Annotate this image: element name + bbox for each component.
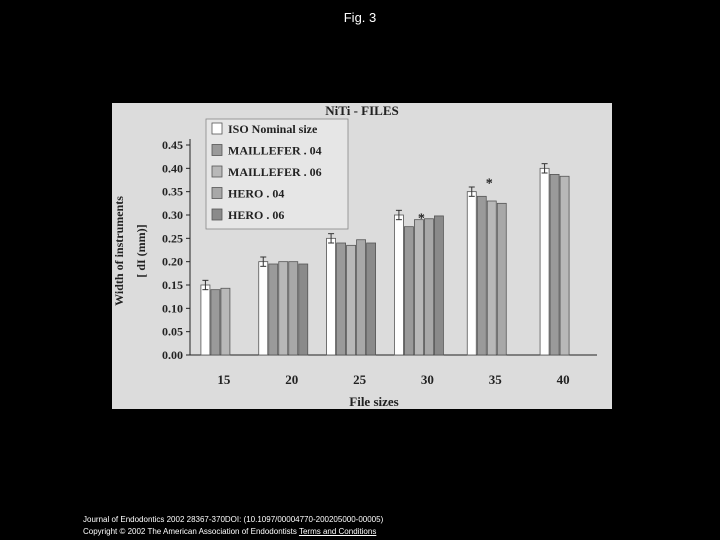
bar [299,264,308,355]
bar [477,196,486,355]
y-tick-label: 0.40 [162,161,183,176]
legend-swatch [212,188,222,199]
bar-chart [112,103,612,409]
y-tick-label: 0.20 [162,254,183,269]
bar [367,243,376,355]
bar [337,243,346,355]
bar [279,262,288,355]
y-axis-label-unit: [ dI (mm)] [134,224,148,278]
significance-asterisk: * [485,176,493,192]
bar [289,262,298,355]
legend-swatch [212,145,222,156]
bar [487,201,496,355]
legend-swatch [212,123,222,134]
legend-label: MAILLEFER . 06 [228,165,322,179]
copyright-line [83,526,383,538]
bar [394,215,403,355]
bar [269,264,278,355]
copyright-text: Copyright © 2002 The American Association of Endodontists [83,527,297,536]
bar [497,203,506,355]
x-tick-label: 25 [353,372,367,387]
legend-swatch [212,209,222,220]
bar [540,168,549,355]
terms-link[interactable]: Terms and Conditions [298,527,377,536]
significance-asterisk: * [417,211,425,227]
y-tick-label: 0.05 [162,324,183,339]
chart-panel [112,103,612,409]
bar [259,262,268,355]
bar [560,176,569,355]
x-tick-label: 40 [556,372,570,387]
citation-line: Journal of Endodontics 2002 28367-370DOI: (10.1097/00004770-200205000-00005) [83,515,384,524]
y-tick-label: 0.30 [162,208,183,222]
legend-swatch [212,166,222,177]
x-axis-label: File sizes [349,394,399,409]
legend-label: HERO . 04 [228,186,285,201]
legend-label: ISO Nominal size [228,122,318,136]
y-tick-label: 0.45 [162,138,183,152]
bar [211,290,220,355]
y-tick-label: 0.15 [162,278,183,292]
bar [424,219,433,355]
y-tick-label: 0.35 [162,184,183,199]
bar [347,245,356,355]
y-tick-label: 0.00 [162,348,183,362]
y-axis-label: Width of instruments [112,196,126,306]
y-tick-label: 0.25 [162,231,183,246]
figure-title: Fig. 3 [343,10,377,25]
bar [550,174,559,355]
x-tick-label: 20 [285,372,299,387]
x-tick-label: 30 [420,372,434,387]
bar [327,238,336,355]
footer [83,514,383,538]
bar [201,285,210,355]
bar [414,220,423,355]
bar [221,288,230,355]
bar [434,216,443,355]
y-tick-label: 0.10 [162,301,183,316]
x-tick-label: 35 [488,372,502,387]
legend-label: HERO . 06 [228,208,285,222]
legend-label: MAILLEFER . 04 [228,143,322,158]
bar [404,227,413,355]
x-tick-label: 15 [217,372,231,387]
chart-title: NiTi - FILES [325,103,399,118]
bar [467,192,476,355]
bar [357,240,366,355]
